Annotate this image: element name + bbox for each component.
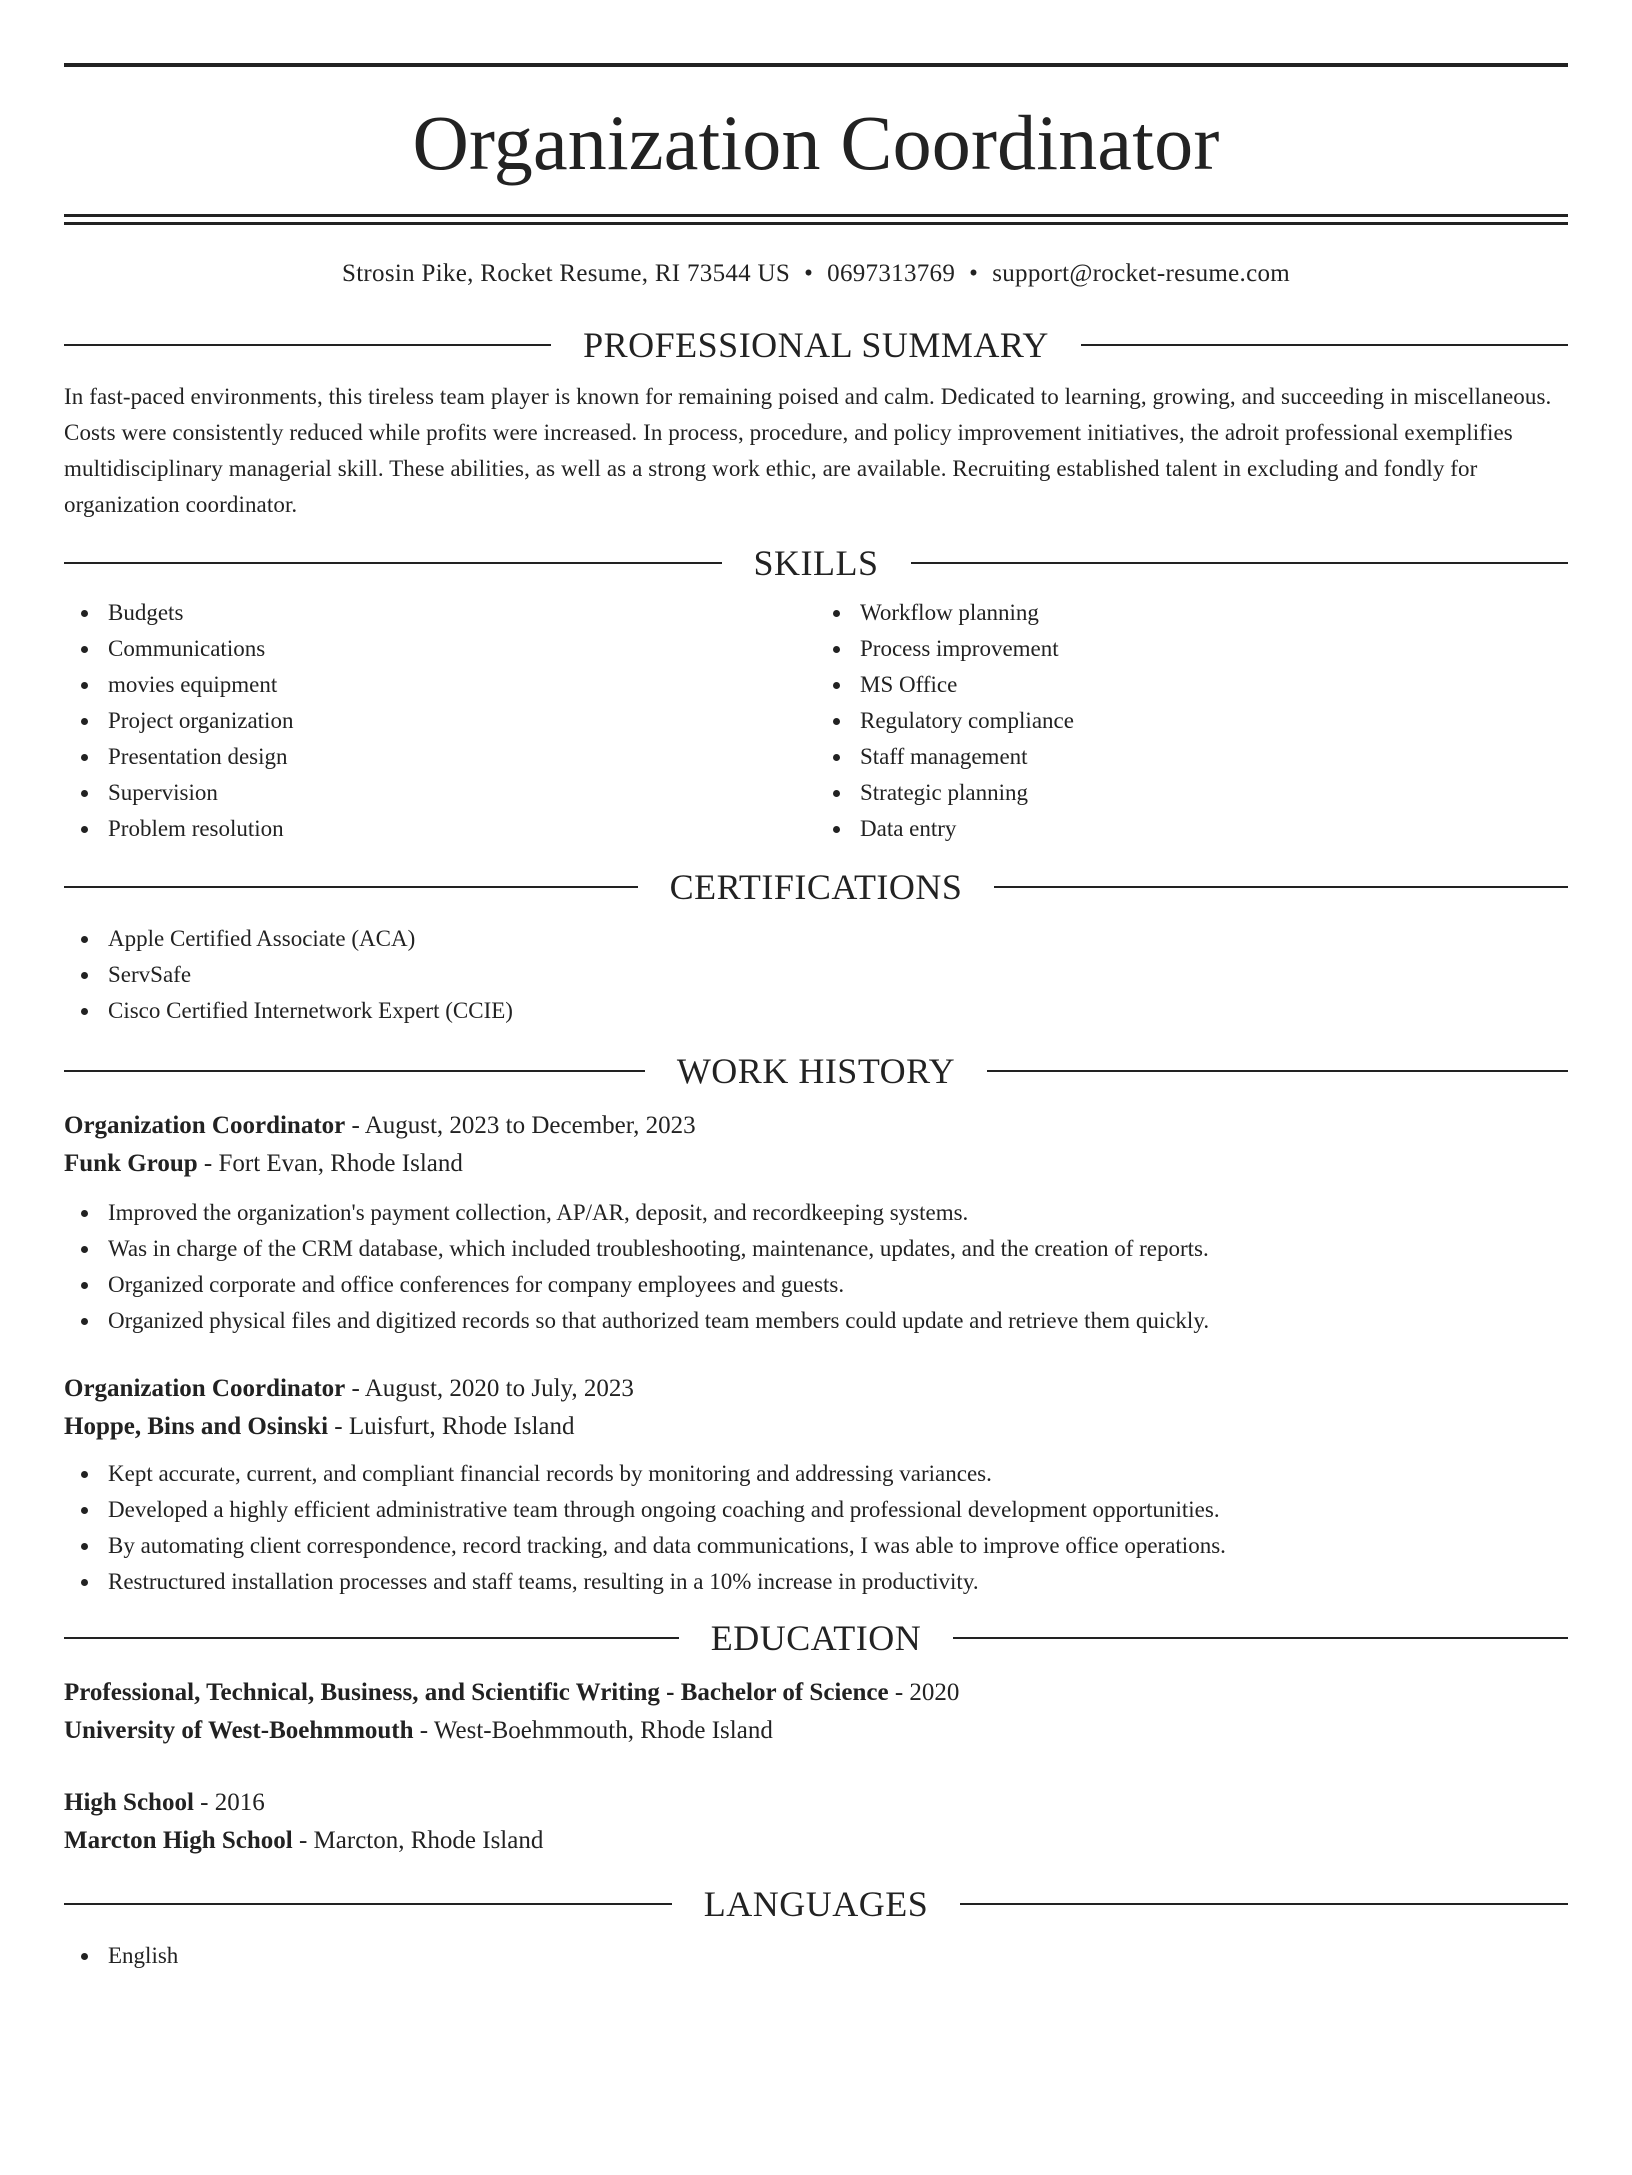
job-location: - Luisfurt, Rhode Island	[328, 1413, 575, 1440]
skill-item: MS Office	[816, 667, 1568, 703]
heading-rule	[64, 1070, 645, 1072]
education-year: - 2020	[888, 1679, 960, 1706]
heading-rule	[994, 886, 1568, 888]
job-entry	[64, 1370, 1568, 1600]
languages-heading	[64, 1882, 1568, 1926]
skill-item: Project organization	[64, 703, 816, 739]
skill-item: Strategic planning	[816, 775, 1568, 811]
contact-separator: •	[804, 260, 814, 287]
skill-item: Problem resolution	[64, 811, 816, 847]
education-degree-line	[64, 1674, 1568, 1712]
job-title: Organization Coordinator	[64, 1375, 346, 1402]
title-double-rule	[64, 214, 1568, 225]
heading-rule	[960, 1903, 1568, 1905]
summary-heading-text: PROFESSIONAL SUMMARY	[583, 325, 1049, 365]
certifications-list	[64, 921, 1568, 1029]
languages-heading-text: LANGUAGES	[703, 1884, 929, 1924]
education-school-line	[64, 1822, 1568, 1860]
job-company: Funk Group	[64, 1150, 198, 1177]
education-heading-text: EDUCATION	[710, 1618, 922, 1658]
job-bullets	[64, 1195, 1568, 1339]
education-degree-line	[64, 1784, 1568, 1822]
education-entry	[64, 1784, 1568, 1860]
job-bullet: Improved the organization's payment collection, AP/AR, deposit, and recordkeeping systems.	[64, 1195, 1568, 1231]
work-history-heading	[64, 1049, 1568, 1093]
skill-item: Presentation design	[64, 739, 816, 775]
job-bullet: Organized corporate and office conferences for company employees and guests.	[64, 1267, 1568, 1303]
certification-item: Apple Certified Associate (ACA)	[64, 921, 1568, 957]
heading-rule	[987, 1070, 1568, 1072]
education-degree: High School	[64, 1789, 194, 1816]
education-year: - 2016	[193, 1789, 265, 1816]
skill-item: Workflow planning	[816, 595, 1568, 631]
education-heading	[64, 1616, 1568, 1660]
heading-rule	[64, 1637, 679, 1639]
skill-item: Supervision	[64, 775, 816, 811]
contact-line	[64, 259, 1568, 289]
job-company-line	[64, 1408, 1568, 1446]
heading-rule	[953, 1637, 1568, 1639]
job-bullet: Developed a highly efficient administrative team through ongoing coaching and professional development opportunities.	[64, 1492, 1568, 1528]
job-title-line	[64, 1370, 1568, 1408]
heading-rule	[1081, 344, 1568, 346]
contact-phone: 0697313769	[827, 260, 956, 287]
skills-heading	[64, 541, 1568, 585]
certifications-heading	[64, 865, 1568, 909]
education-location: - Marcton, Rhode Island	[292, 1827, 544, 1854]
education-degree: Professional, Technical, Business, and Scientific Writing - Bachelor of Science	[64, 1679, 889, 1706]
education-entry	[64, 1674, 1568, 1750]
job-company-line	[64, 1145, 1568, 1183]
education-school: Marcton High School	[64, 1827, 293, 1854]
skill-item: Communications	[64, 631, 816, 667]
job-dates: - August, 2023 to December, 2023	[345, 1112, 696, 1139]
heading-rule	[64, 562, 722, 564]
job-title-line	[64, 1107, 1568, 1145]
skills-heading-text: SKILLS	[753, 543, 879, 583]
education-school: University of West-Boehmmouth	[64, 1717, 414, 1744]
skills-list-right	[816, 595, 1568, 847]
job-dates: - August, 2020 to July, 2023	[345, 1375, 634, 1402]
work-history-heading-text: WORK HISTORY	[676, 1051, 956, 1091]
certification-item: ServSafe	[64, 957, 1568, 993]
resume-title: Organization Coordinator	[412, 99, 1220, 186]
skill-item: movies equipment	[64, 667, 816, 703]
skill-item: Process improvement	[816, 631, 1568, 667]
heading-rule	[64, 886, 638, 888]
heading-rule	[64, 1903, 672, 1905]
languages-list	[64, 1938, 1568, 1974]
certification-item: Cisco Certified Internetwork Expert (CCIE)	[64, 993, 1568, 1029]
skills-list-left	[64, 595, 816, 847]
skill-item: Data entry	[816, 811, 1568, 847]
job-entry	[64, 1107, 1568, 1339]
heading-rule	[911, 562, 1569, 564]
heading-rule	[64, 344, 551, 346]
skill-item: Staff management	[816, 739, 1568, 775]
contact-address: Strosin Pike, Rocket Resume, RI 73544 US	[341, 260, 791, 287]
job-bullet: Was in charge of the CRM database, which included troubleshooting, maintenance, updates, and the creation of reports.	[64, 1231, 1568, 1267]
job-bullet: Organized physical files and digitized records so that authorized team members could update and retrieve them quickly.	[64, 1303, 1568, 1339]
job-bullet: Restructured installation processes and staff teams, resulting in a 10% increase in productivity.	[64, 1564, 1568, 1600]
contact-separator: •	[969, 260, 979, 287]
job-bullet: By automating client correspondence, record tracking, and data communications, I was able to improve office operations.	[64, 1528, 1568, 1564]
education-school-line	[64, 1712, 1568, 1750]
job-bullet: Kept accurate, current, and compliant financial records by monitoring and addressing variances.	[64, 1456, 1568, 1492]
language-item: English	[64, 1938, 1568, 1974]
job-company: Hoppe, Bins and Osinski	[64, 1413, 329, 1440]
certifications-heading-text: CERTIFICATIONS	[669, 867, 963, 907]
job-location: - Fort Evan, Rhode Island	[197, 1150, 463, 1177]
skills-columns	[64, 595, 1568, 847]
contact-email[interactable]: support@rocket-resume.com	[992, 260, 1291, 287]
summary-heading	[64, 323, 1568, 367]
skill-item: Regulatory compliance	[816, 703, 1568, 739]
summary-text: In fast-paced environments, this tireless team player is known for remaining poised and calm. Dedicated to learning, growing, and succeeding in miscellaneous. Costs were consistently reduced while profits were increased. In process, procedure, and policy improvement initiatives, the adroit professional exemplifies multidisciplinary managerial skill. These abilities, as well as a strong work ethic, are available. Recruiting established talent in excluding and fondly for organization coordinator.	[64, 384, 1552, 517]
job-title: Organization Coordinator	[64, 1112, 346, 1139]
skill-item: Budgets	[64, 595, 816, 631]
job-bullets	[64, 1456, 1568, 1600]
top-rule	[64, 63, 1568, 67]
resume-page	[0, 63, 1632, 2175]
education-location: - West-Boehmmouth, Rhode Island	[413, 1717, 773, 1744]
